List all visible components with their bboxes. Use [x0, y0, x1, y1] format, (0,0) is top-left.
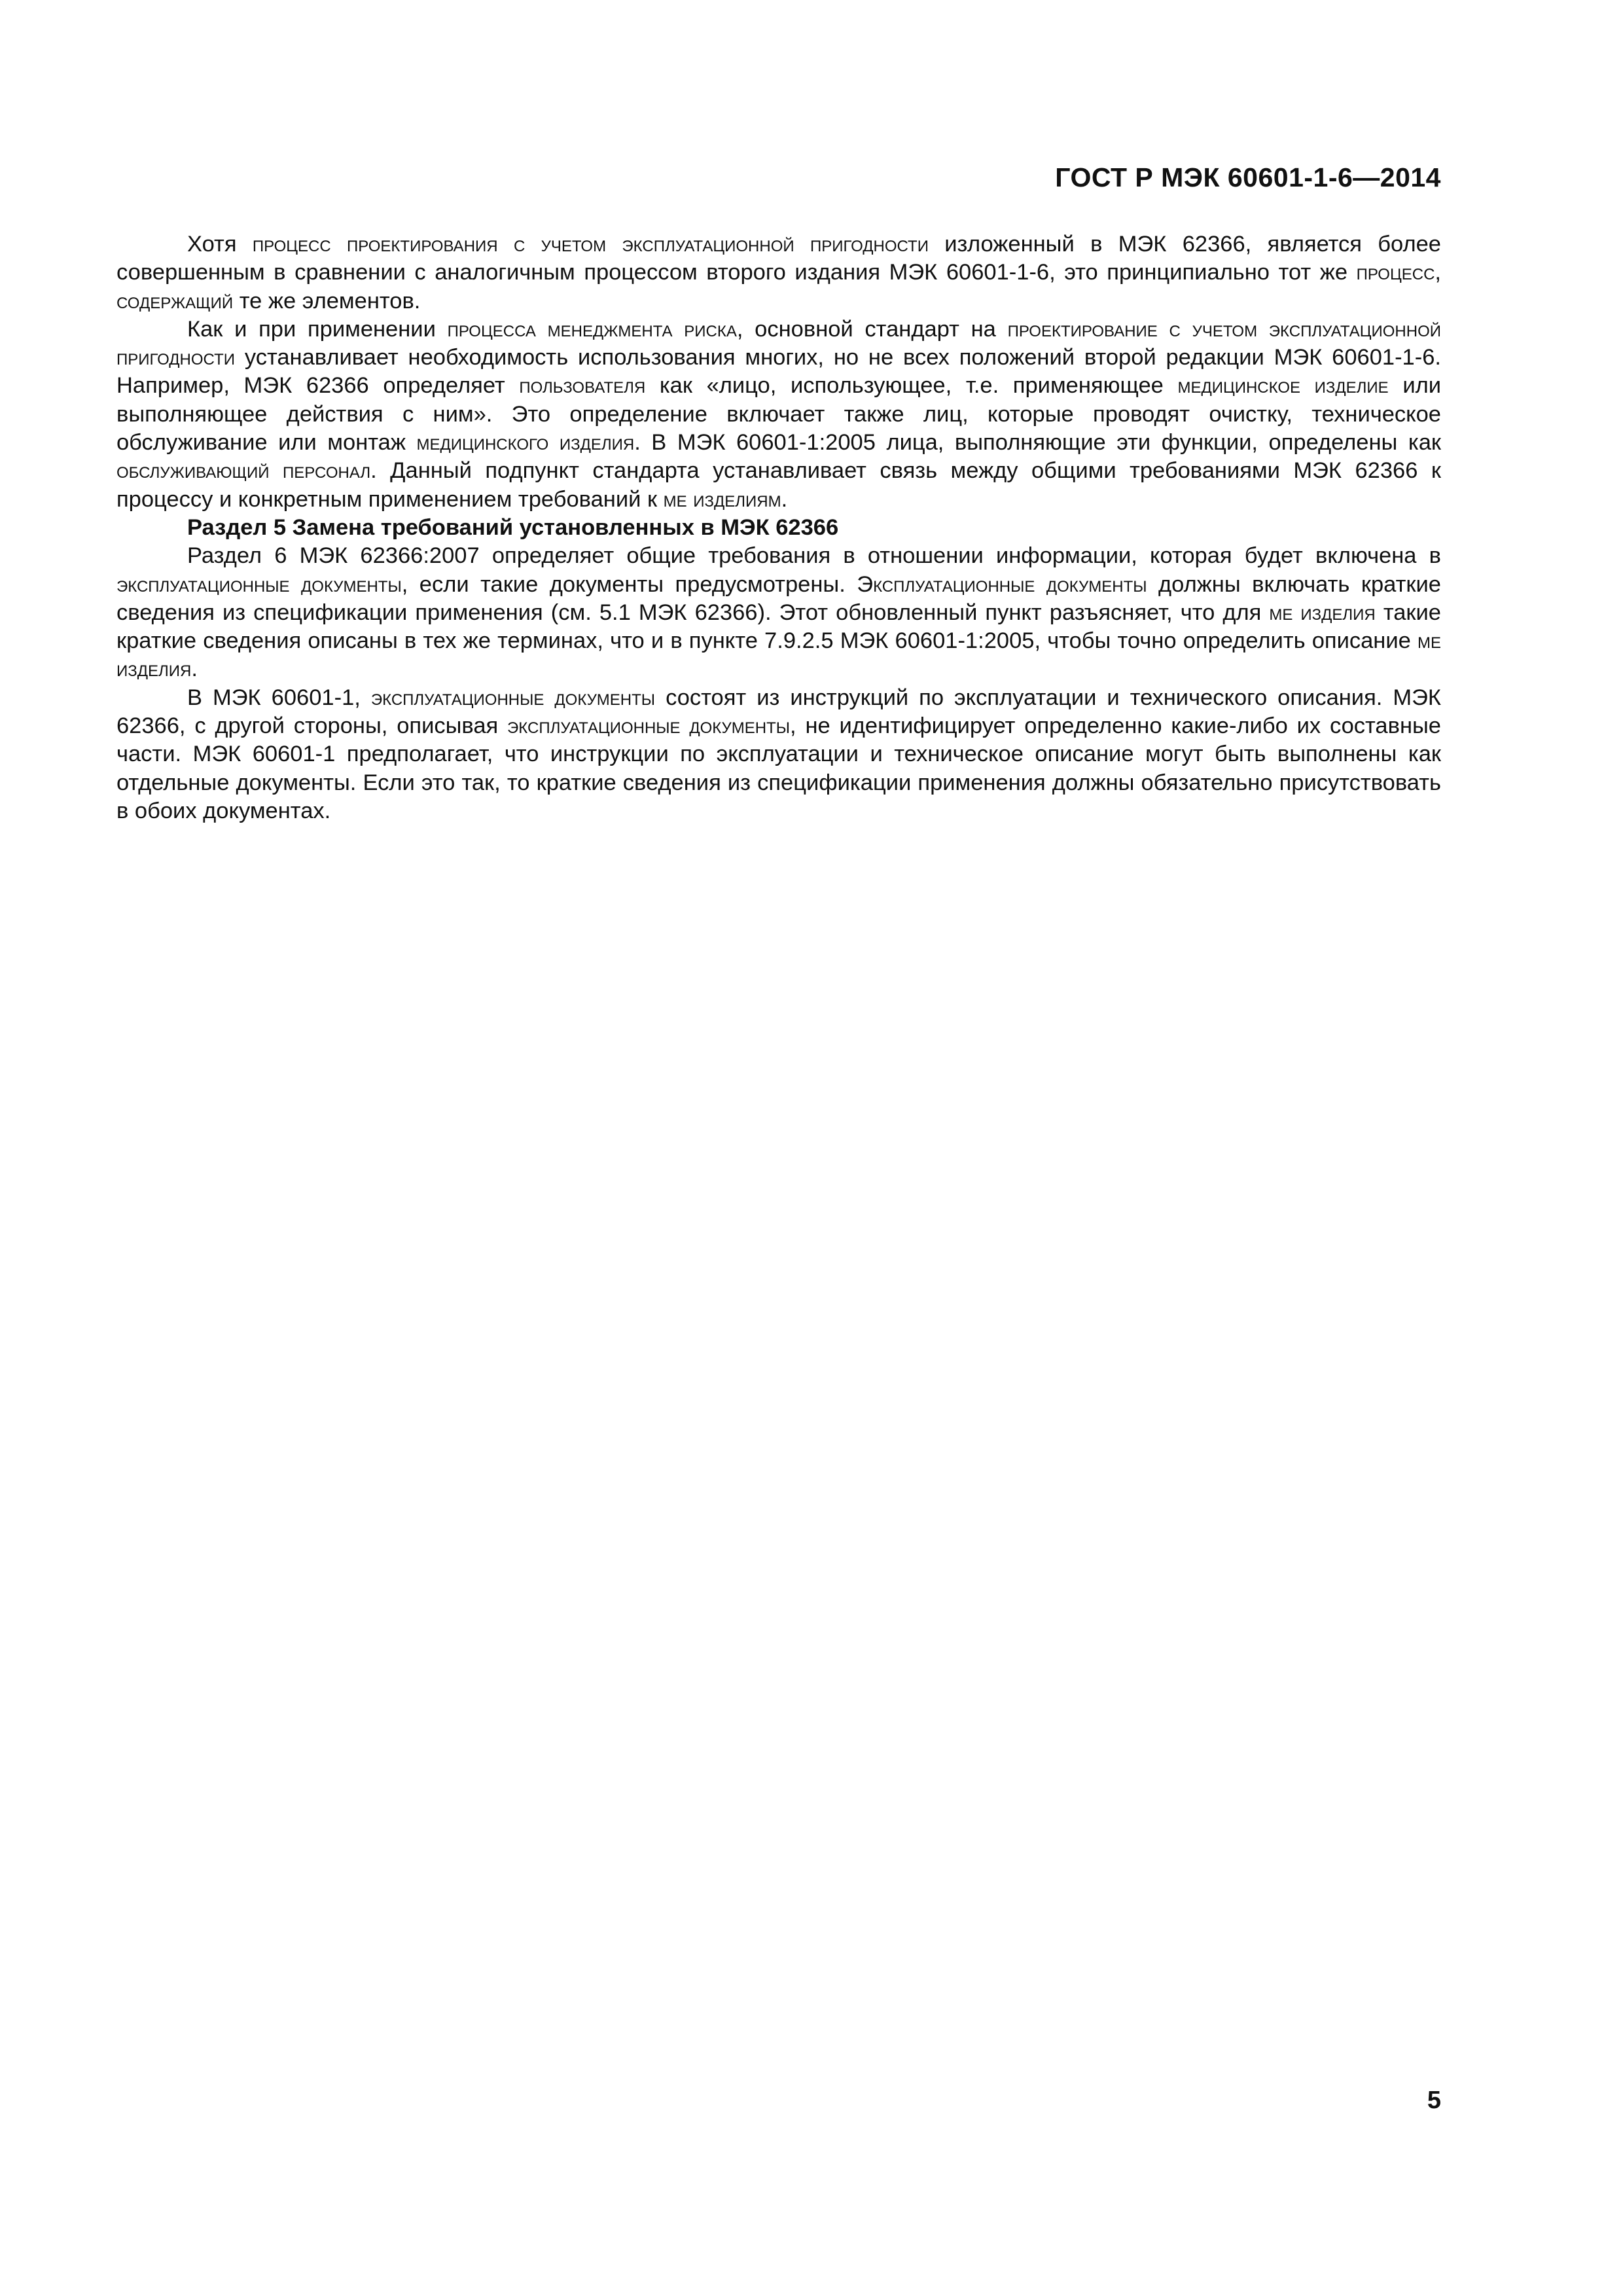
- paragraph-2: [116, 315, 1441, 514]
- section-heading: Раздел 5 Замена требований установленных в МЭК 62366: [187, 514, 839, 540]
- defined-term: эксплуатационные документы: [370, 685, 656, 710]
- text: , основной стандарт на: [736, 316, 1008, 342]
- text: , если такие документы предусмотрены.: [401, 571, 857, 597]
- text: .: [781, 486, 788, 512]
- defined-term: ме изделиям: [663, 486, 781, 512]
- text: Раздел 6 МЭК 62366:2007 определяет общие требования в отношении информации, которая будет включена в: [187, 543, 1441, 569]
- text: .: [191, 656, 198, 682]
- text: должны включать краткие сведения из спецификации применения (см. 5.1 МЭК 62366). Этот обновленный пункт разъясняет, что для: [116, 571, 1441, 625]
- paragraph-1: [116, 230, 1441, 315]
- paragraph-4: [116, 684, 1441, 825]
- text: такие краткие сведения описаны в тех же терминах, что и в пункте 7.9.2.5 МЭК 60601-1:2005, чтобы точно определить описание: [116, 600, 1441, 654]
- defined-term: эксплуатационные документы: [116, 571, 402, 597]
- text: или выполняющее действия с ним». Это определение включает также лиц, которые проводят очистку, техническое обслуживание или монтаж: [116, 373, 1441, 456]
- text: как «лицо, использующее, т.е. применяющее: [645, 373, 1178, 399]
- defined-term: медицинского изделия: [416, 430, 635, 456]
- text: те же элементов.: [233, 288, 421, 314]
- text: Как и при применении: [187, 316, 448, 342]
- defined-term: процесс проектирования с учетом эксплуатационной пригодности: [252, 232, 929, 257]
- text: . Данный подпункт стандарта устанавливает связь между общими требованиями МЭК 62366 к процессу и конкретным применением требований к: [116, 458, 1441, 512]
- paragraph-3: [116, 542, 1441, 683]
- defined-term: эксплуатационные документы: [507, 713, 791, 739]
- defined-term: процесса менеджмента риска: [447, 316, 737, 342]
- defined-term: проектирование с учетом эксплуатационной пригодности: [116, 316, 1442, 370]
- text: . В МЭК 60601-1:2005 лица, выполняющие эти функции, определены как: [634, 430, 1441, 456]
- text: изложенный в МЭК 62366, является более совершенным в сравнении с аналогичным процессом второго издания МЭК 60601-1-6, это принципиально тот же: [116, 232, 1441, 285]
- document-code-header: ГОСТ Р МЭК 60601-1-6—2014: [1055, 162, 1441, 192]
- defined-term: обслуживающий персонал: [116, 458, 371, 484]
- defined-term: ме изделия: [116, 628, 1441, 682]
- defined-term: медицинское изделие: [1177, 373, 1389, 399]
- defined-term: ме изделия: [1269, 600, 1376, 625]
- page-number: 5: [1427, 2087, 1441, 2114]
- defined-term: процесс: [1356, 260, 1435, 285]
- text: , не идентифицирует определенно какие-либо их составные части. МЭК 60601-1 предполагает, что инструкции по эксплуатации и техническое описание могут быть выполнены как отдельные документы. Если это так, то краткие сведения из спецификации применения должны обязательно присутствовать в обоих документах.: [116, 713, 1441, 823]
- document-body: [116, 230, 1441, 825]
- defined-term: Эксплуатационные документы: [857, 571, 1147, 597]
- defined-term: содержащий: [116, 288, 234, 314]
- text: ,: [1435, 260, 1441, 285]
- text: В МЭК 60601-1,: [187, 685, 371, 710]
- text: Хотя: [187, 232, 253, 257]
- text: устанавливает необходимость использования многих, но не всех положений второй редакции МЭК 60601-1-6. Например, МЭК 62366 определяет: [116, 345, 1441, 399]
- text: состоят из инструкций по эксплуатации и технического описания. МЭК 62366, с другой стороны, описывая: [116, 685, 1441, 739]
- defined-term: пользователя: [519, 373, 646, 399]
